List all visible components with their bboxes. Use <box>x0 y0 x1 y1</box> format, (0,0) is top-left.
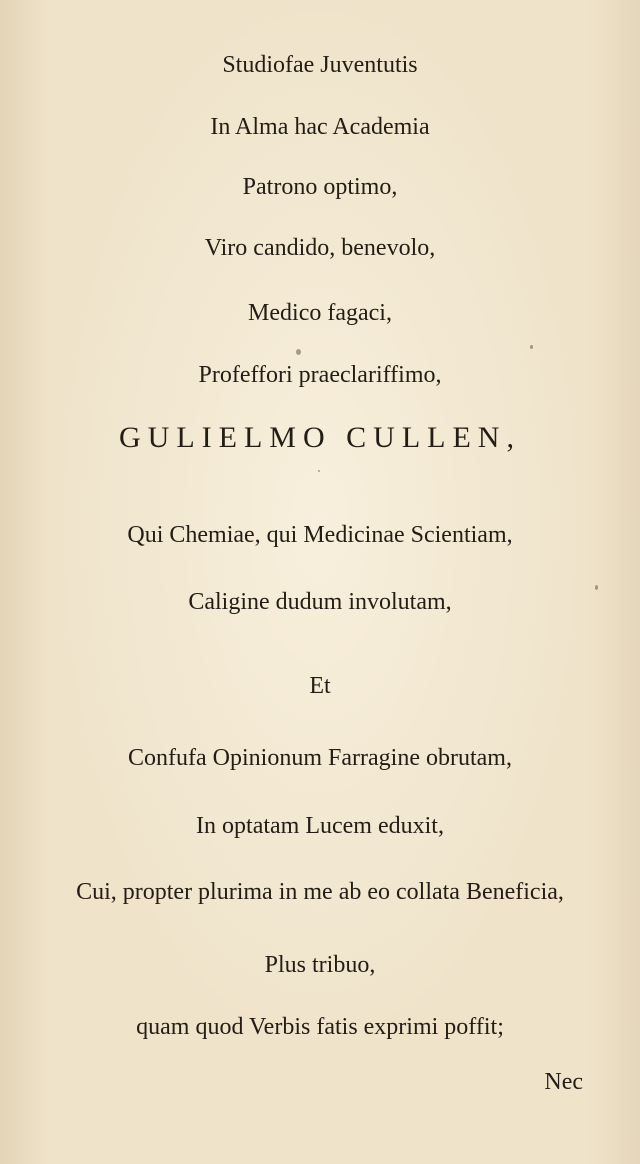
dedication-line-4: Viro candido, benevolo, <box>204 235 436 261</box>
dedication-line-9: Caligine dudum involutam, <box>188 589 452 615</box>
dedication-line-5: Medico fagaci, <box>248 300 392 326</box>
dedication-line-3: Patrono optimo, <box>242 174 398 200</box>
dedication-line-8: Qui Chemiae, qui Medicinae Scientiam, <box>127 522 513 548</box>
catchword: Nec <box>544 1069 583 1095</box>
dedication-line-15: quam quod Verbis fatis exprimi poffit; <box>136 1014 504 1040</box>
dedication-line-10: Et <box>309 673 331 699</box>
ink-speck <box>530 345 533 349</box>
dedicatee-name: GULIELMO CULLEN, <box>119 421 521 454</box>
dedication-line-2: In Alma hac Academia <box>210 114 430 140</box>
dedication-line-14: Plus tribuo, <box>264 952 376 978</box>
dedication-line-13: Cui, propter plurima in me ab eo collata Beneficia, <box>76 879 564 905</box>
dedication-line-12: In optatam Lucem eduxit, <box>196 813 444 839</box>
dedication-line-1: Studiofae Juventutis <box>222 52 418 78</box>
ink-speck <box>595 585 598 590</box>
ink-speck <box>296 349 301 355</box>
dedication-line-6: Profeffori praeclariffimo, <box>198 362 442 388</box>
dedication-line-11: Confufa Opinionum Farragine obrutam, <box>128 745 512 771</box>
ink-speck <box>318 470 320 472</box>
